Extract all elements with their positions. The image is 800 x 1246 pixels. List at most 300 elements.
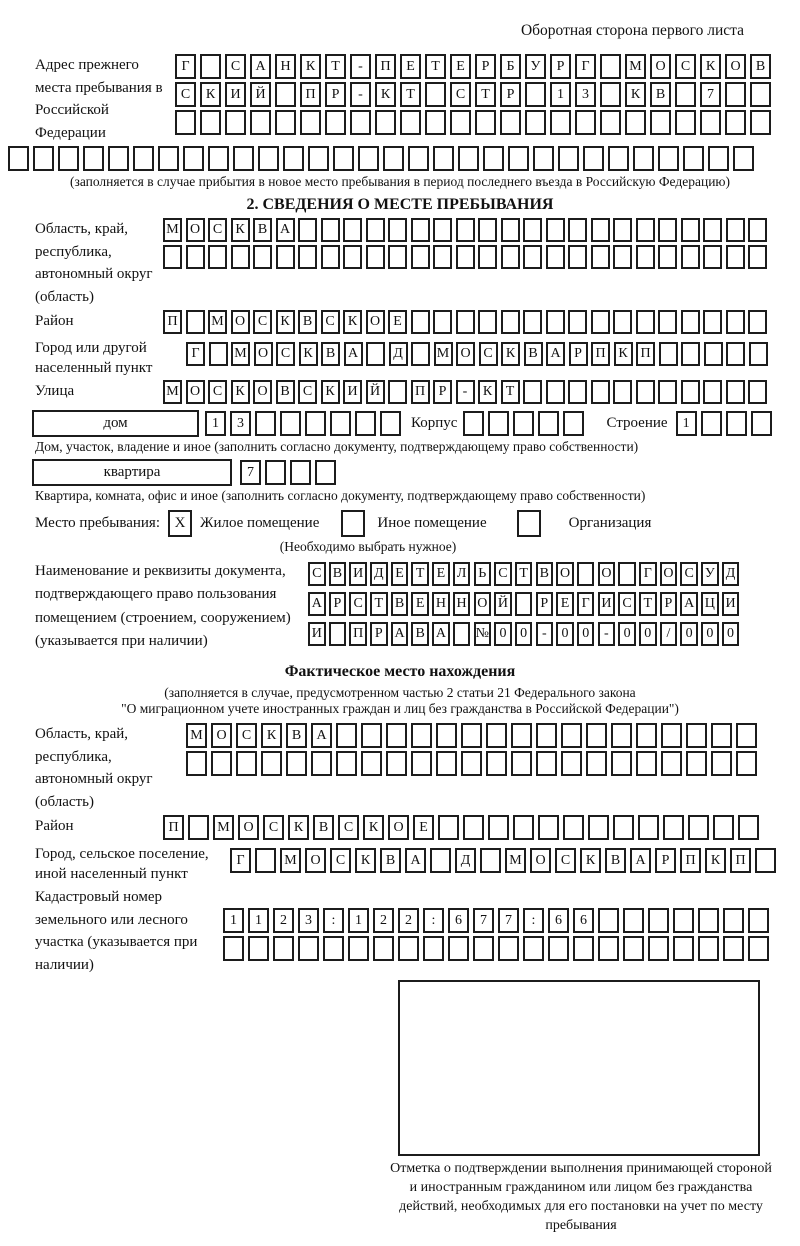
char-cell: 6 [548,908,569,933]
char-cell [186,310,205,334]
char-cell [308,146,329,171]
char-cell: 2 [398,908,419,933]
char-cell [388,245,407,269]
char-cell: А [276,218,295,242]
char-cell [386,723,407,748]
char-cell: : [423,908,444,933]
char-cell [703,310,722,334]
char-cell [265,460,286,485]
char-cell: П [349,622,367,646]
char-cell [223,936,244,961]
char-cell [83,146,104,171]
char-cell [375,110,396,135]
char-cell [750,110,771,135]
char-cell: С [208,380,227,404]
char-cell: К [580,848,601,873]
char-cell: № [474,622,492,646]
char-cell: В [313,815,334,840]
char-cell [411,218,430,242]
char-cell: М [186,723,207,748]
char-cell [343,218,362,242]
char-cell: 1 [223,908,244,933]
char-cell: О [253,380,272,404]
char-cell: 3 [575,82,596,107]
char-cell [373,936,394,961]
char-cell: Е [411,592,429,616]
char-cell [486,723,507,748]
char-cell: А [250,54,271,79]
char-cell: 0 [494,622,512,646]
char-cell: Г [186,342,205,366]
char-cell [658,218,677,242]
oblast-label: Область, край, республика, автономный округ (область) [35,221,153,305]
char-cell [183,146,204,171]
char-cell [463,411,484,436]
char-cell: 6 [573,908,594,933]
char-cell: 2 [373,908,394,933]
char-cell [366,218,385,242]
char-cell: 1 [248,908,269,933]
char-cell [425,82,446,107]
char-cell [658,310,677,334]
kadastr-row-2 [223,936,769,961]
mesto-row [35,510,792,537]
char-cell [736,751,757,776]
char-cell: С [208,218,227,242]
char-cell [258,146,279,171]
char-cell [411,310,430,334]
kadastr-label: Кадастровый номер земельного или лесного участка (указывается при наличии) [35,889,198,973]
char-cell: К [299,342,318,366]
char-cell [283,146,304,171]
char-cell: 1 [205,411,226,436]
char-cell: Д [455,848,476,873]
char-cell: С [308,562,326,586]
char-cell [511,723,532,748]
char-cell: Й [366,380,385,404]
char-cell [186,245,205,269]
char-cell [513,815,534,840]
char-cell: М [280,848,301,873]
char-cell: И [308,622,326,646]
char-cell [208,245,227,269]
char-cell: И [598,592,616,616]
char-cell [538,411,559,436]
char-cell [233,146,254,171]
char-cell: М [208,310,227,334]
char-cell [513,411,534,436]
fact-note-line1: (заполняется в случае, предусмотренном частью 2 статьи 21 Федерального закона [164,685,636,700]
gorod-label: Город или другой населенный пункт [35,340,153,376]
char-cell [623,936,644,961]
char-cell [675,110,696,135]
char-cell: А [680,592,698,616]
char-cell [713,815,734,840]
char-cell [688,815,709,840]
char-cell [188,815,209,840]
char-cell [598,936,619,961]
char-cell: Р [325,82,346,107]
oblast-row-2 [163,245,767,269]
char-cell: 0 [701,622,719,646]
char-cell [698,936,719,961]
char-cell: И [349,562,367,586]
char-cell [725,110,746,135]
char-cell: 0 [515,622,533,646]
char-cell: С [618,592,636,616]
char-cell [725,82,746,107]
char-cell [398,936,419,961]
oblast-row-1 [163,218,767,242]
char-cell: В [536,562,554,586]
char-cell [618,562,636,586]
char-cell: М [434,342,453,366]
char-cell [408,146,429,171]
char-cell [511,751,532,776]
char-cell [333,146,354,171]
inoe-label: Иное помещение [377,515,487,531]
char-cell [550,110,571,135]
char-cell [175,110,196,135]
char-cell: К [478,380,497,404]
char-cell: Й [494,592,512,616]
char-cell [711,751,732,776]
char-cell [311,751,332,776]
char-cell [703,380,722,404]
char-cell: Р [569,342,588,366]
char-cell [488,411,509,436]
char-cell: М [625,54,646,79]
char-cell: 0 [556,622,574,646]
char-cell: Е [391,562,409,586]
char-cell: С [675,54,696,79]
char-cell [568,310,587,334]
char-cell [548,936,569,961]
prev-address-label: Адрес прежнего места пребывания в Российской Федерации [35,57,163,141]
char-cell: К [343,310,362,334]
char-cell [423,936,444,961]
char-cell: 7 [498,908,519,933]
char-cell: О [530,848,551,873]
gorod-field [8,339,792,378]
char-cell: 2 [273,908,294,933]
char-cell [325,110,346,135]
char-cell [591,380,610,404]
char-cell: Т [400,82,421,107]
char-cell [448,936,469,961]
char-cell: Й [250,82,271,107]
char-cell [546,380,565,404]
char-cell [273,936,294,961]
char-cell [261,751,282,776]
char-cell [523,380,542,404]
char-cell [255,411,276,436]
char-cell [661,723,682,748]
char-cell [321,245,340,269]
doc-row-3 [308,622,739,646]
char-cell [275,82,296,107]
char-cell [208,146,229,171]
char-cell [600,110,621,135]
char-cell: В [380,848,401,873]
rayon-label: Район [35,313,74,329]
char-cell [613,218,632,242]
char-cell [546,245,565,269]
char-cell: - [350,54,371,79]
stroenie-cells [676,411,772,436]
char-cell [456,245,475,269]
stamp-box [398,980,760,1156]
prev-address-note: (заполняется в случае прибытия в новое место пребывания в период последнего въезда в Российскую Федерацию) [69,174,731,189]
char-cell [738,815,759,840]
char-cell: В [298,310,317,334]
char-cell [433,310,452,334]
char-cell [533,146,554,171]
char-cell: Т [325,54,346,79]
char-cell: М [163,380,182,404]
dom-box-label: дом [32,410,199,437]
char-cell: К [300,54,321,79]
char-cell [686,723,707,748]
fact-note-line2: "О миграционном учете иностранных граждан и лиц без гражданства в Российской Федерации") [121,701,679,716]
char-cell [748,310,767,334]
fact-gorod-field [8,845,792,884]
fact-title: Фактическое место нахождения [284,663,516,680]
char-cell [625,110,646,135]
char-cell: О [456,342,475,366]
char-cell [536,751,557,776]
char-cell [673,908,694,933]
char-cell [748,908,769,933]
char-cell: А [391,622,409,646]
char-cell: К [355,848,376,873]
ulitsa-field [8,380,792,407]
char-cell [255,848,276,873]
prev-address-field [8,54,792,144]
char-cell [561,751,582,776]
char-cell [563,411,584,436]
char-cell [681,245,700,269]
char-cell: О [186,218,205,242]
char-cell [525,82,546,107]
fact-oblast-field [8,723,792,813]
char-cell [663,815,684,840]
char-cell: Е [450,54,471,79]
char-cell: 0 [680,622,698,646]
char-cell [523,245,542,269]
char-cell: Н [432,592,450,616]
char-cell [450,110,471,135]
char-cell: А [311,723,332,748]
char-cell [58,146,79,171]
char-cell [575,110,596,135]
char-cell [748,218,767,242]
char-cell [8,146,29,171]
char-cell [336,723,357,748]
char-cell [681,310,700,334]
char-cell: А [405,848,426,873]
char-cell [250,110,271,135]
char-cell [163,245,182,269]
char-cell: А [630,848,651,873]
char-cell [411,245,430,269]
char-cell: В [276,380,295,404]
char-cell: У [701,562,719,586]
fact-oblast-label: Область, край, республика, автономный округ (область) [35,726,153,810]
char-cell: У [525,54,546,79]
fact-rayon-row [163,815,759,840]
char-cell [461,723,482,748]
char-cell: 0 [577,622,595,646]
char-cell [463,815,484,840]
prev-address-row-4 [8,146,792,171]
char-cell [661,751,682,776]
char-cell: В [286,723,307,748]
char-cell [681,342,700,366]
char-cell: М [213,815,234,840]
fact-gorod-label: Город, сельское поселение, иной населенный пункт [35,846,209,882]
char-cell [613,815,634,840]
char-cell [586,723,607,748]
char-cell [591,218,610,242]
char-cell [386,751,407,776]
char-cell [430,848,451,873]
char-cell [749,342,768,366]
char-cell [703,218,722,242]
char-cell [400,110,421,135]
char-cell [436,751,457,776]
char-cell: С [276,342,295,366]
char-cell [600,82,621,107]
char-cell [498,936,519,961]
char-cell: Д [389,342,408,366]
char-cell: Т [411,562,429,586]
char-cell: Т [425,54,446,79]
char-cell: 7 [473,908,494,933]
char-cell [611,751,632,776]
kvartira-box-label: квартира [32,459,232,486]
char-cell [636,218,655,242]
char-cell: В [605,848,626,873]
char-cell: Р [655,848,676,873]
prev-address-row-1 [175,54,771,79]
char-cell: Г [175,54,196,79]
doc-row-2 [308,592,739,616]
char-cell: С [298,380,317,404]
doc-label: Наименование и реквизиты документа, подтверждающего право пользования помещением (строением, сооружением) (указывается при наличии) [35,563,291,649]
char-cell: Е [413,815,434,840]
char-cell [568,218,587,242]
char-cell: Т [370,592,388,616]
char-cell: К [625,82,646,107]
char-cell: Р [370,622,388,646]
char-cell [361,751,382,776]
char-cell [366,245,385,269]
char-cell: О [211,723,232,748]
char-cell [486,751,507,776]
prev-address-row-3 [175,110,771,135]
char-cell: : [523,908,544,933]
ulitsa-label: Улица [35,383,75,399]
fact-oblast-row-2 [186,751,757,776]
char-cell [701,411,722,436]
char-cell [648,908,669,933]
char-cell: В [750,54,771,79]
char-cell [723,936,744,961]
char-cell: С [263,815,284,840]
char-cell: П [636,342,655,366]
char-cell: К [501,342,520,366]
char-cell [613,245,632,269]
prev-address-row-2 [175,82,771,107]
fact-rayon-label: Район [35,818,74,834]
char-cell [433,245,452,269]
char-cell [563,815,584,840]
char-cell: Р [329,592,347,616]
char-cell: Д [370,562,388,586]
char-cell [726,342,745,366]
char-cell: Л [453,562,471,586]
char-cell [473,936,494,961]
char-cell: С [680,562,698,586]
char-cell: С [450,82,471,107]
char-cell [636,310,655,334]
char-cell: П [300,82,321,107]
char-cell [343,245,362,269]
prev-address-cells [175,54,771,138]
char-cell [348,936,369,961]
char-cell [33,146,54,171]
char-cell: С [349,592,367,616]
char-cell: А [432,622,450,646]
char-cell [683,146,704,171]
char-cell: 6 [448,908,469,933]
char-cell [658,380,677,404]
char-cell [461,751,482,776]
fact-oblast-row-1 [186,723,757,748]
char-cell [748,936,769,961]
char-cell [726,245,745,269]
char-cell [388,380,407,404]
org-label: Организация [568,515,652,531]
char-cell [658,146,679,171]
char-cell: С [338,815,359,840]
char-cell [321,218,340,242]
char-cell [433,218,452,242]
char-cell: 1 [348,908,369,933]
char-cell: 3 [298,908,319,933]
char-cell [453,622,471,646]
char-cell: К [321,380,340,404]
char-cell [475,110,496,135]
char-cell: О [186,380,205,404]
char-cell [681,380,700,404]
char-cell [158,146,179,171]
char-cell [636,245,655,269]
char-cell: 0 [722,622,740,646]
char-cell [275,110,296,135]
char-cell [330,411,351,436]
char-cell: К [375,82,396,107]
char-cell: Е [388,310,407,334]
char-cell [636,380,655,404]
char-cell [750,82,771,107]
kvartira-row [32,459,792,486]
char-cell: В [411,622,429,646]
char-cell: 7 [240,460,261,485]
char-cell: С [253,310,272,334]
char-cell: П [163,815,184,840]
